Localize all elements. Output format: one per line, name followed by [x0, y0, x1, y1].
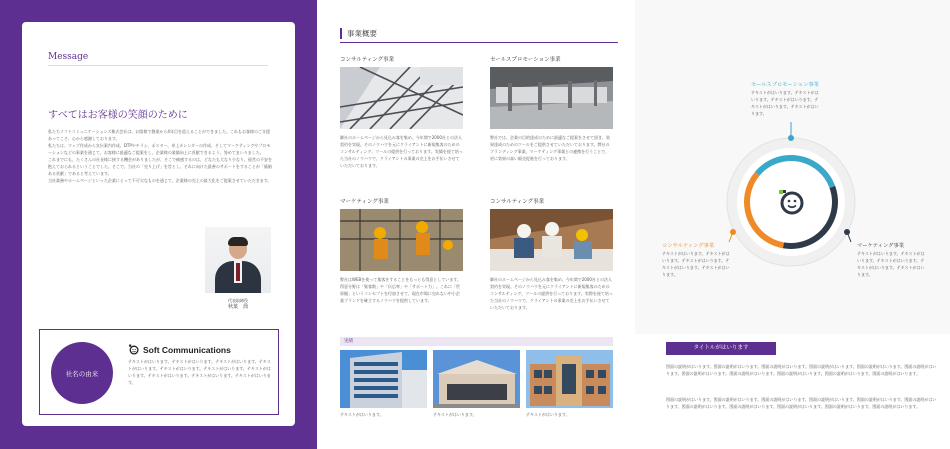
heading-underline [340, 42, 618, 43]
service-block [490, 55, 613, 162]
logo-icon [128, 344, 139, 355]
origin-label: 社名の由来 [65, 369, 99, 378]
business-cycle-diagram [635, 0, 950, 334]
construction-photo [340, 67, 463, 129]
message-panel [0, 0, 317, 449]
service-text: 弊社では、企業の目的達成のために最適なご提案をさせて頂き、効果達成のためのツールをご提供させていただいております。弊社のブランディング事業、マーケティング事業との連携を行うことで、更に効果の高い販売促進を行っております。 [490, 135, 610, 161]
message-title: すべてはお客様の笑顔のために [48, 110, 188, 121]
message-paragraph: これまでにも、たくさんの社長様に接する機会がありましたが、そこで痛感するのは、どなたも大なり小なり、経営の不安を抱えておられるということでした。そこで、当社の「売り上げ」を旨とし、それに向けた最善のサポートをすることが「価値ある貢献」であると考えています。 [48, 157, 272, 176]
service-text: 弊社はWEBを使って集客をすることをもっとも得意としています。得意分野は「集客数」や「伝広率」や「サポート力」。これに「世界観」というコンセプトを付加させて、現在市場に売れない中小企業ブランドを確立するノウハウを提供しています。 [340, 277, 461, 303]
brick-building-photo [526, 350, 613, 408]
consulting-text: テキストがはいります。テキストがはいります。テキストがはいります。テキストがはいります。テキストがはいります。 [662, 251, 730, 277]
company-logo [128, 344, 231, 355]
message-card [22, 22, 295, 426]
business-panel [317, 0, 635, 449]
result-item [340, 350, 427, 418]
sales-label: セールスプロモーション事業 [751, 82, 819, 88]
result-caption: テキストがはいります。 [433, 412, 477, 417]
service-block [490, 197, 613, 311]
ceo-photo [205, 227, 271, 293]
marketing-label: マーケティング事業 [857, 243, 905, 249]
message-paragraph: 私たちは、ウェブ作成から宣伝案内作成、DTPやチラシ、ポスター、卓上カレンダーの作成、そしてマーケティングやプロモーションなどの事業を通じて、お客様に最適なご提案をし、企業様の業績向上に貢献できるよう、努めてまいりました。 [48, 143, 271, 155]
service-title: コンサルティング事業 [340, 57, 395, 63]
workers-photo [340, 209, 463, 271]
origin-label-circle [51, 342, 113, 404]
store-photo [433, 350, 520, 408]
logo-text: Soft Communications [143, 344, 231, 355]
result-item [433, 350, 520, 418]
results-heading: 実績 [340, 337, 613, 346]
service-text: 御社のホームページから見込み客を集め、今年間で2000社との法人契約を実現。そのノウハウを元にクライアントに新規集客のためのコンサルティング、ツールの提供を行っております。実績を経て培った当社のノウハウで、クライアントの事業の売上をお手伝いさせていただいております。 [340, 135, 463, 168]
diagram-description: 図面の説明がはいります。図面の説明がはいります。図面の説明がはいります。図面の説明がはいります。図面の説明がはいります。図面の説明がはいります。図面の説明がはいります。図面の説明がはいります。図面の説明がはいります。図面の説明がはいります。図面の説明がはいります。 [666, 397, 937, 409]
engineers-photo [490, 209, 613, 271]
logo-icon [777, 188, 805, 216]
origin-text: テキストがはいります。テキストがはいります。テキストがはいります。テキストがはいります。テキストがはいります。テキストがはいります。テキストがはいります。テキストがはいります。テキストがはいります。テキストがはいります。 [128, 359, 271, 385]
result-item [526, 350, 613, 418]
business-heading: 事業概要 [340, 28, 377, 39]
result-caption: テキストがはいります。 [526, 412, 570, 417]
message-label: Message [48, 52, 89, 62]
ceo-title: 代表取締役 [228, 298, 248, 303]
service-text: 御社のホームページから見込み客を集め、今年間で2000社との法人契約を実現。そのノウハウを元にクライアントに新規集客のためのコンサルティング、ツールの提供を行っております。実際を経て培った当社のノウハウで、クライアントの事業の売上をお手伝いさせていただいております。 [490, 277, 613, 310]
diagram-panel [635, 0, 950, 449]
diagram-description: 図面の説明がはいります。図面の説明がはいります。図面の説明がはいります。図面の説明がはいります。図面の説明がはいります。図面の説明がはいります。図面の説明がはいります。図面の説明がはいります。図面の説明がはいります。図面の説明がはいります。図面の説明がはいります。 [666, 364, 937, 376]
section-title: タイトルがはいります [666, 342, 776, 355]
message-paragraph: 当社業務やホームページといった企業にとって不可欠なものを通じて、企業様の売上の最大化をご提案させていただきます。 [48, 178, 272, 183]
building-photo [340, 350, 427, 408]
ring-diagram [635, 0, 950, 334]
empty-office-photo [490, 67, 613, 129]
marketing-text: テキストがはいります。テキストがはいります。テキストがはいります。テキストがはいります。テキストがはいります。 [857, 251, 925, 277]
service-title: コンサルティング事業 [490, 199, 545, 205]
result-caption: テキストがはいります。 [340, 412, 384, 417]
message-paragraph: 私たちソフトコミュニケーションズ株式会社は、お陰様で創業から4年目を迎えることができました。これもお客様のご支援あってこそ、心から感謝しております。 [48, 129, 270, 141]
sales-text: テキストがはいります。テキストがはいります。テキストがはいります。テキストがはいります。テキストがはいります。 [751, 90, 819, 116]
service-block [340, 55, 463, 169]
company-name-origin-box [39, 329, 279, 415]
consulting-label: コンサルティング事業 [662, 243, 715, 249]
message-body [48, 128, 272, 184]
ceo-name: 秋葉 喬 [227, 304, 248, 310]
service-block [340, 197, 463, 304]
service-title: セールスプロモーション事業 [490, 57, 561, 63]
ceo-caption [205, 298, 271, 310]
service-title: マーケティング事業 [340, 199, 389, 205]
divider [48, 65, 268, 66]
